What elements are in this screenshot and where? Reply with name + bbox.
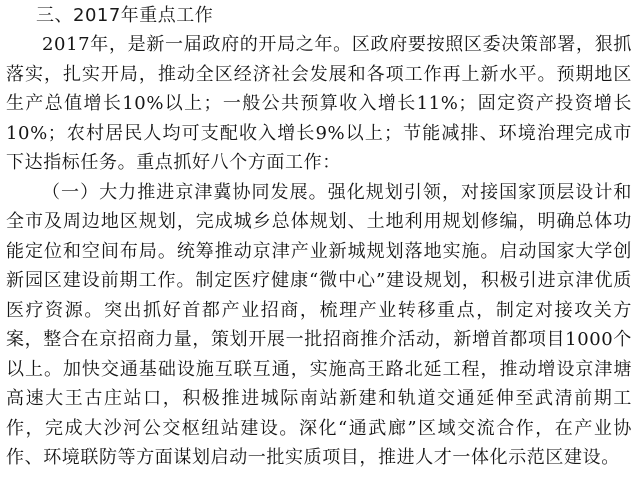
intro-paragraph: 2017年，是新一届政府的开局之年。区政府要按照区委决策部署，狠抓落实，扎实开局，推动全区经济社会发展和各项工作再上新水平。预期地区生产总值增长10%以上；一般公共预算收入增长11%；固定资产投资增长10%；农村居民人均可支配收入增长9%以上；节能减排、环境治理完成市下达指标任务。重点抓好八个方面工作： xyxy=(6,34,632,173)
section-heading: 三、2017年重点工作 xyxy=(36,5,214,26)
beijing-tianjin-hebei-paragraph: （一）大力推进京津冀协同发展。强化规划引领，对接国家顶层设计和全市及周边地区规划，完成城乡总体规划、土地利用规划修编，明确总体功能定位和空间布局。统筹推动京津产业新城规划落地实施。启动国家大学创新园区建设前期工作。制定医疗健康“微中心”建设规划，积极引进京津优质医疗资源。突出抓好首都产业招商，梳理产业转移重点，制定对接攻关方案，整合在京招商力量，策划开展一批招商推介活动，新增首都项目1000个以上。加快交通基础设施互联互通，实施高王路北延工程，推动增设京津塘高速大王古庄站口，积极推进城际南站新建和轨道交通延伸至武清前期工作，完成大沙河公交枢纽站建设。深化“通武廊”区域交流合作，在产业协作、环境联防等方面谋划启动一批实质项目，推进人才一体化示范区建设。 xyxy=(6,181,632,468)
